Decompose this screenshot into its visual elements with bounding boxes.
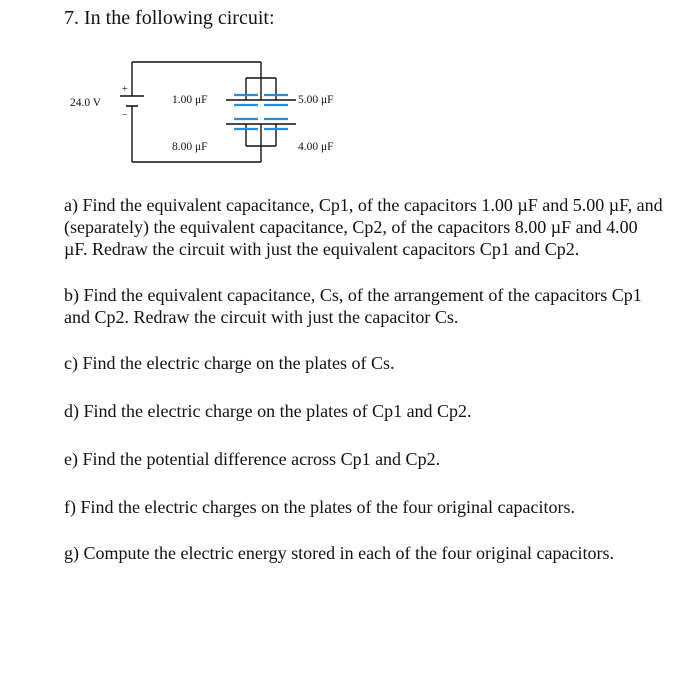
question-a: a) Find the equivalent capacitance, Cp1, of the capacitors 1.00 µF and 5.00 µF, and (separately) the equivalent capacitance, Cp2, of the capacitors 8.00 µF and 4.00 µF. Redraw the circuit with just the equivalent capacitors Cp1 and Cp2. xyxy=(64,195,663,259)
question-e: e) Find the potential difference across Cp1 and Cp2. xyxy=(64,449,441,469)
circuit-wires xyxy=(132,62,296,162)
question-d: d) Find the electric charge on the plates of Cp1 and Cp2. xyxy=(64,401,472,421)
question-f: f) Find the electric charges on the plates of the four original capacitors. xyxy=(64,497,575,517)
battery-minus-sign: − xyxy=(122,110,128,121)
circuit-diagram xyxy=(60,60,380,170)
battery-symbol xyxy=(120,96,144,106)
label-top-left: 1.00 μF xyxy=(172,94,208,106)
problem-title: 7. In the following circuit: xyxy=(64,7,275,29)
question-g: g) Compute the electric energy stored in each of the four original capacitors. xyxy=(64,543,614,563)
battery-voltage-label: 24.0 V xyxy=(70,97,102,109)
question-b: b) Find the equivalent capacitance, Cs, of the arrangement of the capacitors Cp1 and Cp2. Redraw the circuit with just the capacitor Cs. xyxy=(64,285,642,327)
label-bottom-right: 4.00 μF xyxy=(298,141,334,153)
label-top-right: 5.00 μF xyxy=(298,94,334,106)
question-c: c) Find the electric charge on the plates of Cs. xyxy=(64,353,395,373)
question-list xyxy=(64,194,664,564)
label-bottom-left: 8.00 μF xyxy=(172,141,208,153)
battery-plus-sign: + xyxy=(122,84,128,95)
